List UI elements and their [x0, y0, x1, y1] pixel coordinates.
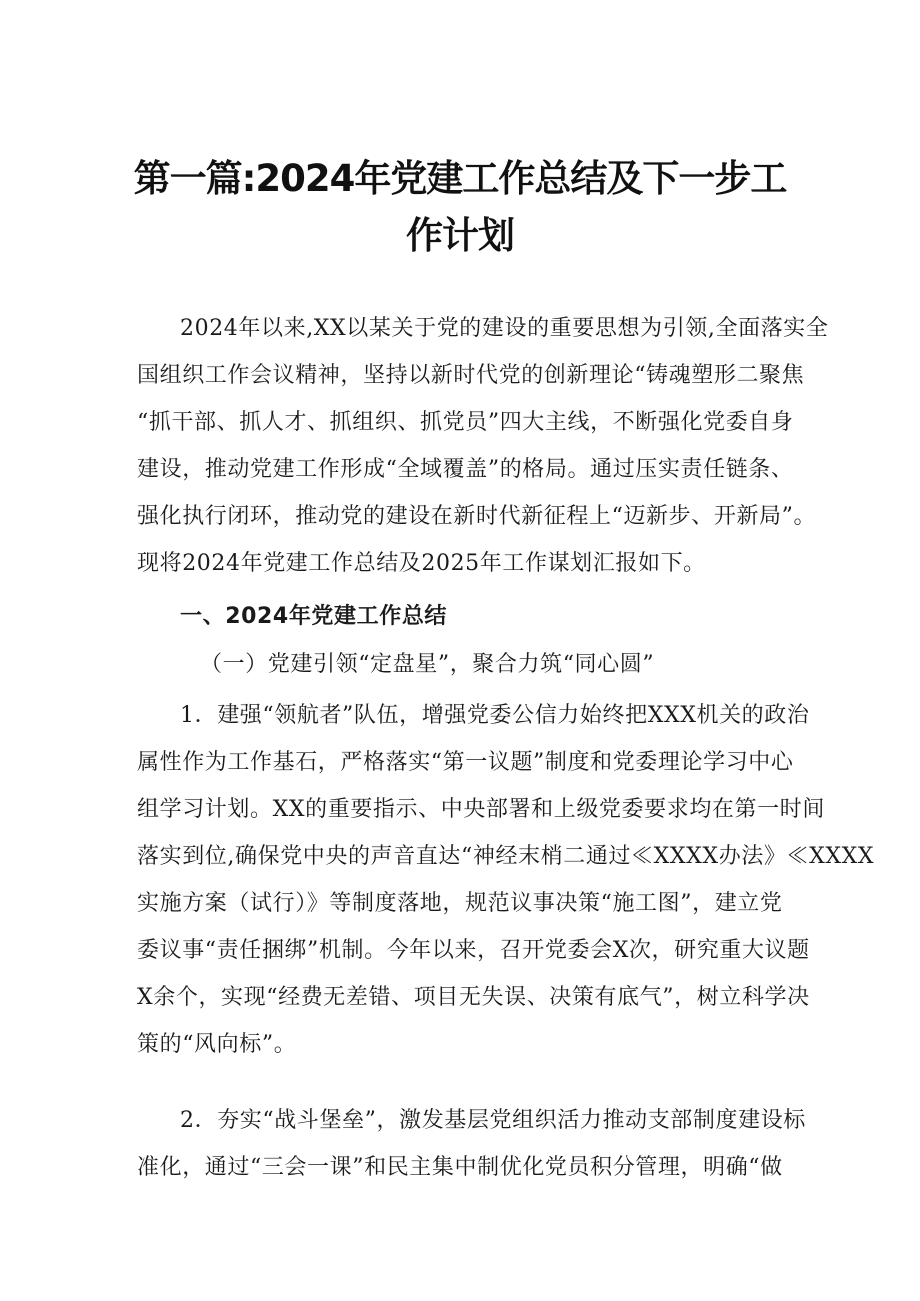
subsection-heading: （一）党建引领“定盘星”，聚合力筑“同心圆”	[200, 652, 655, 677]
paragraph-item1-line: 实施方案（试行）》等制度落地，规范议事决策“施工图”，建立党	[137, 891, 783, 916]
paragraph-item1-line: X余个，实现“经费无差错、项目无失误、决策有底气”，树立科学决	[137, 985, 810, 1010]
paragraph-item1-line: 组学习计划。XX的重要指示、中央部署和上级党委要求均在第一时间	[137, 797, 825, 822]
paragraph-item2-line: 2．夯实“战斗堡垒”，激发基层党组织活力推动支部制度建设标	[180, 1108, 806, 1133]
paragraph-intro-line: “抓干部、抓人才、抓组织、抓党员”四大主线，不断强化党委自身	[137, 410, 794, 435]
paragraph-intro-line: 现将2024年党建工作总结及2025年工作谋划汇报如下。	[137, 551, 706, 576]
paragraph-item2-line: 准化，通过“三会一课”和民主集中制优化党员积分管理，明确“做	[137, 1155, 783, 1180]
paragraph-intro-line: 国组织工作会议精神，坚持以新时代党的创新理论“铸魂塑形二聚焦	[137, 363, 805, 388]
paragraph-item1-line: 委议事“责任捆绑”机制。今年以来，召开党委会X次，研究重大议题	[137, 938, 810, 963]
document-title-line-2: 作计划	[406, 214, 514, 257]
paragraph-item1-line: 策的“风向标”。	[137, 1032, 297, 1057]
paragraph-item1-line: 落实到位,确保党中央的声音直达“神经末梢二通过≪XXXX办法》≪XXXX	[137, 844, 875, 869]
paragraph-item1-line: 属性作为工作基石，严格落实“第一议题”制度和党委理论学习中心	[137, 750, 794, 775]
paragraph-intro-line: 强化执行闭环，推动党的建设在新时代新征程上“迈新步、开新局”。	[137, 504, 817, 529]
paragraph-intro-line: 建设，推动党建工作形成“全域覆盖”的格局。通过压实责任链条、	[137, 457, 794, 482]
document-title-line-1: 第一篇:2024年党建工作总结及下一步工	[133, 157, 787, 200]
paragraph-item1-line: 1．建强“领航者”队伍，增强党委公信力始终把XXX机关的政治	[180, 703, 810, 728]
paragraph-intro-line: 2024年以来,XX以某关于党的建设的重要思想为引领,全面落实全	[180, 316, 829, 341]
section-heading: 一、2024年党建工作总结	[180, 604, 448, 629]
